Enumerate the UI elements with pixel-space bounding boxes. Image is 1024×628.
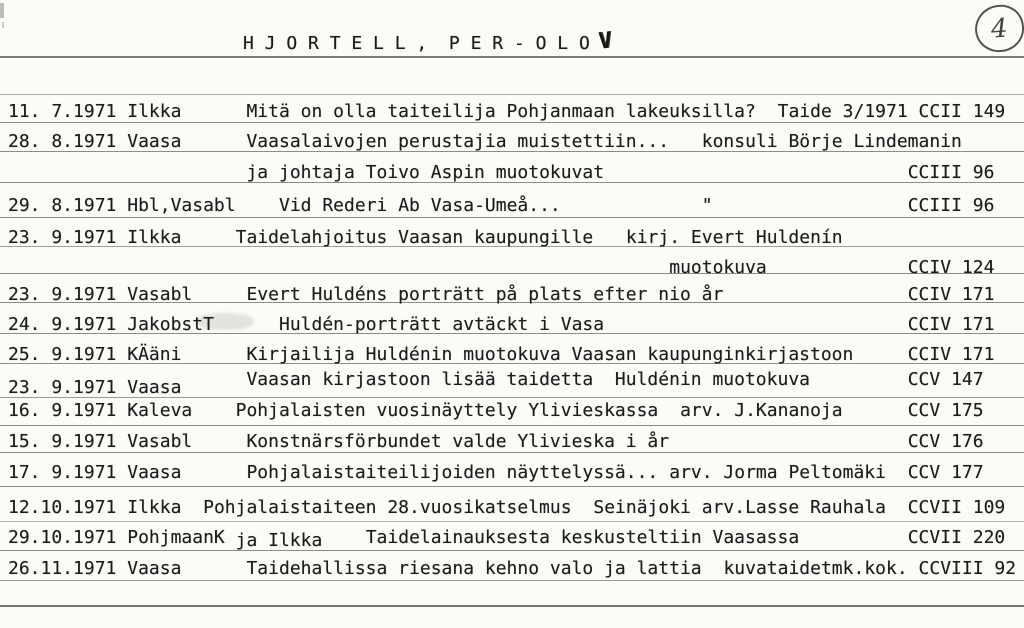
entry-ref: CCIV 171 [907,284,995,305]
entry-date: 15. 9.1971 [8,431,117,452]
entry-source: ja Ilkka [235,530,323,551]
entry-text: Pohjalaistaiteilijoiden näyttelyssä... [246,462,659,483]
entry-date: 23. 9.1971 [8,227,117,248]
table-row [0,498,1024,518]
entry-text: konsuli Börje Lindemanin [701,131,962,152]
entry-date: 28. 8.1971 [8,131,117,152]
table-row [0,527,1024,551]
entry-text: kirj. Evert Huldenín [625,227,843,248]
entry-date: 17. 9.1971 [8,462,117,483]
entry-date: 23. 9.1971 [8,377,117,398]
entry-ref: CCVIII 92 [918,558,1017,579]
table-row [0,315,1024,335]
table-row [0,228,1024,248]
entry-text: arv. J.Kananoja [680,400,843,421]
table-row [0,196,1024,216]
entry-ref: CCVII 109 [907,497,1006,518]
entry-text: Seinäjoki arv.Lasse Rauhala [593,497,886,518]
title-overstrike-handwriting: V [596,27,613,55]
table-row [0,132,1024,152]
entry-date: 25. 9.1971 [8,344,117,365]
entry-date: 23. 9.1971 [8,284,117,305]
entry-text: muotokuva [669,257,767,278]
entry-date: 29. 8.1971 [8,195,117,216]
entry-source: Vasabl [127,431,193,452]
entry-ref: CCIII 96 [907,195,995,216]
entry-ref: CCV 147 [907,369,984,390]
entry-source: Vaasa [127,462,182,483]
entry-text: Huldén-porträtt avtäckt i Vasa [279,314,605,335]
entry-date: 12.10.1971 [8,497,117,518]
entry-text: kuvataidetmk.kok. [723,558,908,579]
table-row [0,285,1024,305]
entry-ref: CCIV 171 [907,344,995,365]
entry-source: Ilkka [127,101,182,122]
entry-ref: CCIV 171 [907,314,995,335]
table-row [0,432,1024,452]
entry-source: Ilkka [127,497,182,518]
table-row [0,102,1024,122]
entry-source: KÄäni [127,344,182,365]
entry-source: Vaasa [127,377,182,398]
entry-ref: CCV 176 [907,431,984,452]
entry-date: 16. 9.1971 [8,400,117,421]
ditto-mark: " [701,195,713,216]
entry-ref: CCV 175 [907,400,984,421]
entry-text: Evert Huldéns porträtt på plats efter nio år [246,284,724,305]
page-number: 4 [990,12,1009,45]
table-row [0,378,1024,398]
entry-text: Konstnärsförbundet valde Ylivieska i år [246,431,670,452]
entry-source: Vaasa [127,131,182,152]
entry-text: arv. Jorma Peltomäki [669,462,886,483]
entry-text: Kirjailija Huldénin muotokuva Vaasan kaupunginkirjastoon [246,344,854,365]
entry-date: 11. 7.1971 [8,101,117,122]
entry-date: 24. 9.1971 [8,314,117,335]
table-row [0,258,1024,278]
entry-ref: CCVII 220 [907,527,1006,548]
entry-text: Vid Rederi Ab Vasa-Umeå... [279,195,561,216]
table-row [0,345,1024,365]
table-row [0,163,1024,183]
entry-text: Taide 3/1971 [777,101,908,122]
entry-ref: CCIV 124 [907,257,995,278]
entry-source: Vaasa [127,558,182,579]
entry-date: 29.10.1971 [8,527,117,548]
entry-text: Taidehallissa riesana kehno valo ja lattia [246,558,702,579]
entry-ref: CCV 177 [907,462,984,483]
entry-text: Mitä on olla taiteilija Pohjanmaan lakeuksilla? [246,101,756,122]
table-row [0,463,1024,483]
entry-source: Vasabl [127,284,193,305]
entry-text: ja johtaja Toivo Aspin muotokuvat [246,162,605,183]
table-row [0,401,1024,421]
entry-text: Pohjalaisten vuosinäyttely Ylivieskassa [235,400,659,421]
entry-text: Taidelahjoitus Vaasan kaupungille [235,227,594,248]
entry-ref: CCII 149 [918,101,1006,122]
entry-source: Ilkka [127,227,182,248]
entry-source: Kaleva [127,400,193,421]
entry-source: Hbl,Vasabl [127,195,236,216]
entry-text: Pohjalaistaiteen 28.vuosikatselmus [203,497,572,518]
entry-source: JakobstT [127,314,214,335]
table-row [0,559,1024,579]
title-text: H J O R T E L L , P E R - O L O [243,33,601,54]
entry-text: Taidelainauksesta keskusteltiin Vaasassa [365,527,800,548]
entry-text: Vaasan kirjastoon lisää taidetta Huldénin muotokuva [246,369,810,390]
entry-ref: CCIII 96 [907,162,995,183]
entry-text: Vaasalaivojen perustajia muistettiin... [246,131,670,152]
entry-date: 26.11.1971 [8,558,117,579]
entry-source: PohjmaanK [127,527,225,548]
